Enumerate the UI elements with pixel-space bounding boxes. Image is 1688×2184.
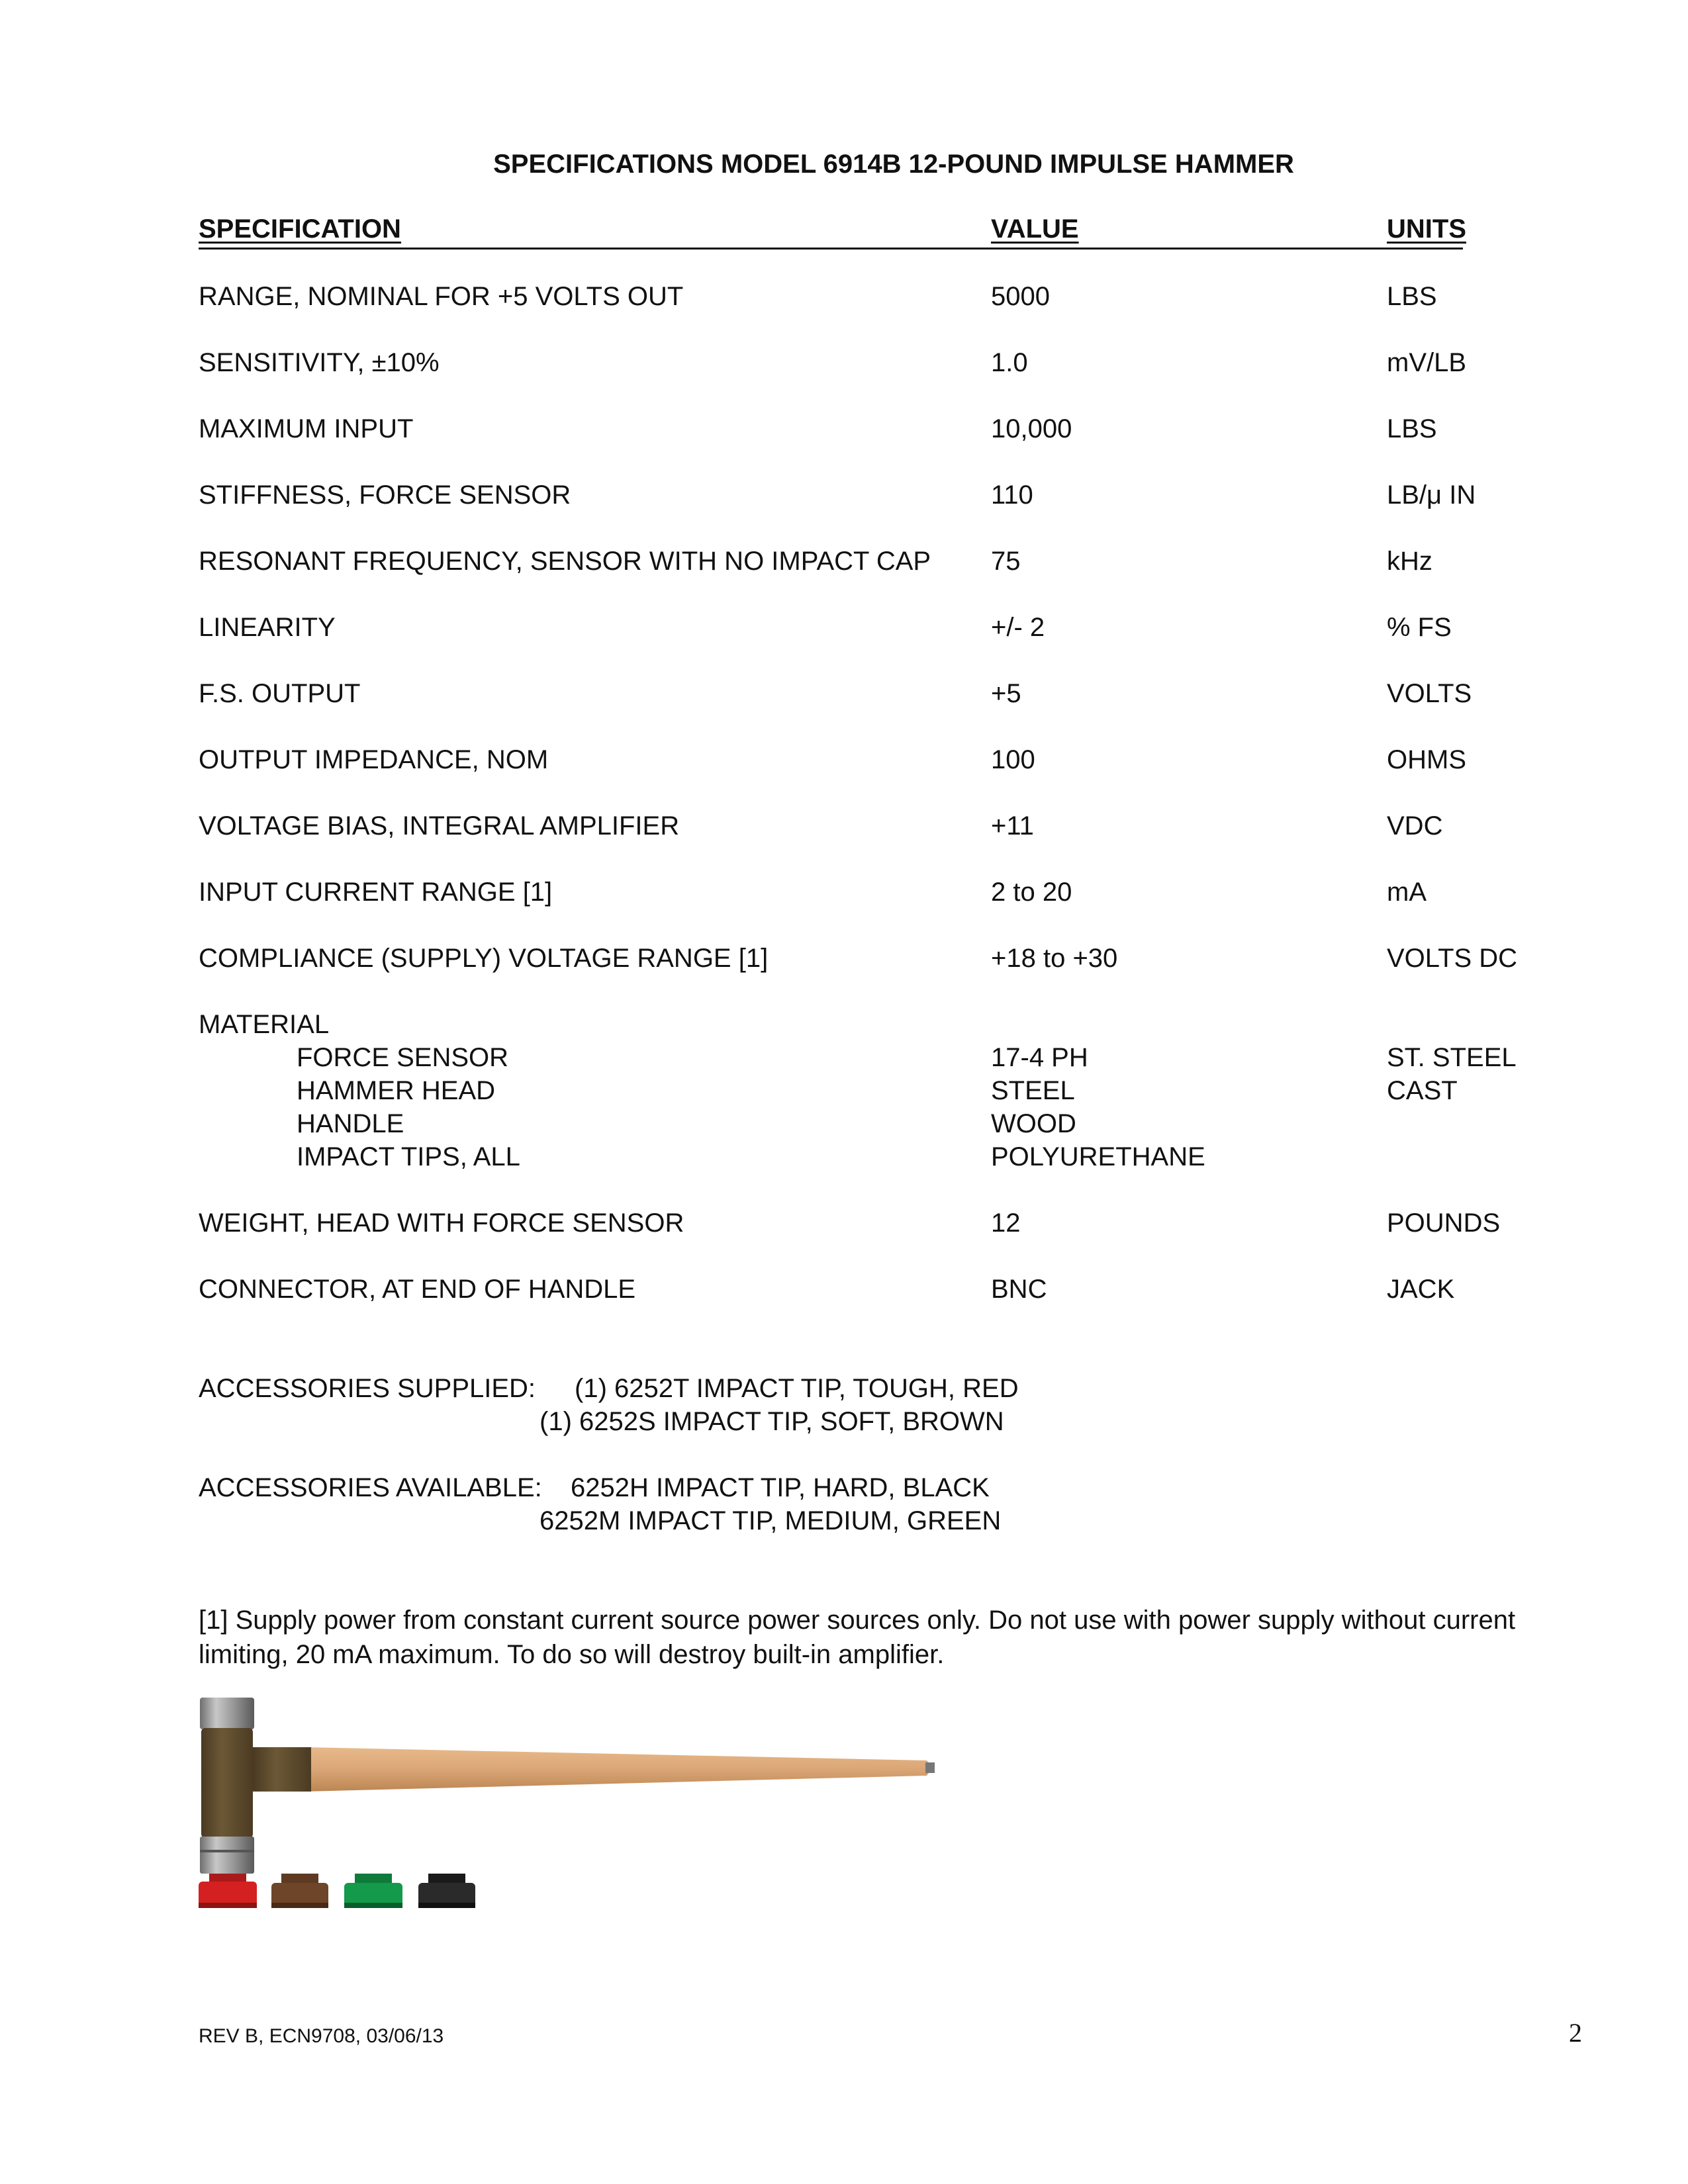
hammer-head-collar	[253, 1747, 311, 1792]
row-spec: WEIGHT, HEAD WITH FORCE SENSOR	[199, 1208, 684, 1238]
row-units: % FS	[1387, 613, 1452, 642]
row-units: mV/LB	[1387, 348, 1467, 377]
accessories-available-line: 6252H IMPACT TIP, HARD, BLACK	[571, 1473, 990, 1502]
row-value: +/- 2	[991, 613, 1045, 642]
row-spec: RESONANT FREQUENCY, SENSOR WITH NO IMPACT CAP	[199, 547, 931, 576]
row-units: LB/μ IN	[1387, 480, 1476, 510]
row-spec: F.S. OUTPUT	[199, 679, 361, 708]
row-spec: SENSITIVITY, ±10%	[199, 348, 440, 377]
revision-info: REV B, ECN9708, 03/06/13	[199, 2025, 444, 2047]
row-value: 5000	[991, 282, 1050, 311]
row-value: 10,000	[991, 414, 1072, 443]
row-units: VOLTS DC	[1387, 944, 1518, 973]
header-value: VALUE	[991, 214, 1079, 244]
page-title: SPECIFICATIONS MODEL 6914B 12-POUND IMPULSE HAMMER	[493, 150, 1294, 179]
row-spec: STIFFNESS, FORCE SENSOR	[199, 480, 571, 510]
impact-tip-green	[344, 1874, 402, 1908]
page-number: 2	[1569, 2018, 1582, 2048]
row-units: JACK	[1387, 1275, 1455, 1304]
row-units: kHz	[1387, 547, 1432, 576]
impact-tip-black	[418, 1874, 475, 1908]
material-label: MATERIAL	[199, 1010, 330, 1039]
row-units: POUNDS	[1387, 1208, 1501, 1238]
hammer-head	[201, 1728, 253, 1838]
accessories-supplied-line: (1) 6252S IMPACT TIP, SOFT, BROWN	[539, 1407, 1004, 1436]
row-spec: INPUT CURRENT RANGE [1]	[199, 878, 553, 907]
header-rule	[199, 248, 1463, 250]
row-value: 75	[991, 547, 1021, 576]
row-value: 1.0	[991, 348, 1028, 377]
footnote: [1] Supply power from constant current source power sources only. Do not use with power supply without current limiting, 20 mA maximum. To do so will destroy built-in amplifier.	[199, 1606, 1516, 1669]
impulse-hammer-image	[192, 1684, 953, 1936]
row-units: VOLTS	[1387, 679, 1472, 708]
header-units: UNITS	[1387, 214, 1466, 244]
hammer-top-cap	[200, 1698, 254, 1729]
bnc-connector	[925, 1762, 935, 1773]
material-item-value: POLYURETHANE	[991, 1142, 1205, 1171]
row-spec: OUTPUT IMPEDANCE, NOM	[199, 745, 549, 774]
impact-tip-red	[199, 1874, 257, 1908]
material-item-value: 17-4 PH	[991, 1043, 1088, 1072]
row-spec: LINEARITY	[199, 613, 336, 642]
row-units: VDC	[1387, 811, 1443, 841]
row-units: mA	[1387, 878, 1427, 907]
material-item-value: STEEL	[991, 1076, 1075, 1105]
row-value: +18 to +30	[991, 944, 1118, 973]
row-units: LBS	[1387, 414, 1437, 443]
impact-tip-brown	[271, 1874, 328, 1908]
row-value: 2 to 20	[991, 878, 1072, 907]
header-specification: SPECIFICATION	[199, 214, 401, 244]
row-units: OHMS	[1387, 745, 1466, 774]
material-item-value: WOOD	[991, 1109, 1076, 1138]
hammer-handle	[305, 1747, 930, 1792]
row-spec: RANGE, NOMINAL FOR +5 VOLTS OUT	[199, 282, 684, 311]
accessories-supplied-line: (1) 6252T IMPACT TIP, TOUGH, RED	[575, 1374, 1019, 1403]
row-value: 12	[991, 1208, 1021, 1238]
force-sensor	[200, 1837, 254, 1874]
row-spec: MAXIMUM INPUT	[199, 414, 414, 443]
row-value: BNC	[991, 1275, 1047, 1304]
material-item-spec: FORCE SENSOR	[297, 1043, 509, 1072]
material-item-spec: IMPACT TIPS, ALL	[297, 1142, 520, 1171]
row-spec: VOLTAGE BIAS, INTEGRAL AMPLIFIER	[199, 811, 680, 841]
row-units: LBS	[1387, 282, 1437, 311]
row-value: +5	[991, 679, 1021, 708]
material-item-units: ST. STEEL	[1387, 1043, 1517, 1072]
row-spec: COMPLIANCE (SUPPLY) VOLTAGE RANGE [1]	[199, 944, 769, 973]
row-value: +11	[991, 811, 1034, 841]
accessories-available-label: ACCESSORIES AVAILABLE:	[199, 1473, 542, 1502]
material-item-spec: HAMMER HEAD	[297, 1076, 496, 1105]
row-value: 100	[991, 745, 1035, 774]
accessories-available-line: 6252M IMPACT TIP, MEDIUM, GREEN	[539, 1506, 1002, 1535]
material-item-units: CAST	[1387, 1076, 1458, 1105]
accessories-supplied-label: ACCESSORIES SUPPLIED:	[199, 1374, 536, 1403]
material-item-spec: HANDLE	[297, 1109, 404, 1138]
row-spec: CONNECTOR, AT END OF HANDLE	[199, 1275, 636, 1304]
row-value: 110	[991, 480, 1033, 510]
